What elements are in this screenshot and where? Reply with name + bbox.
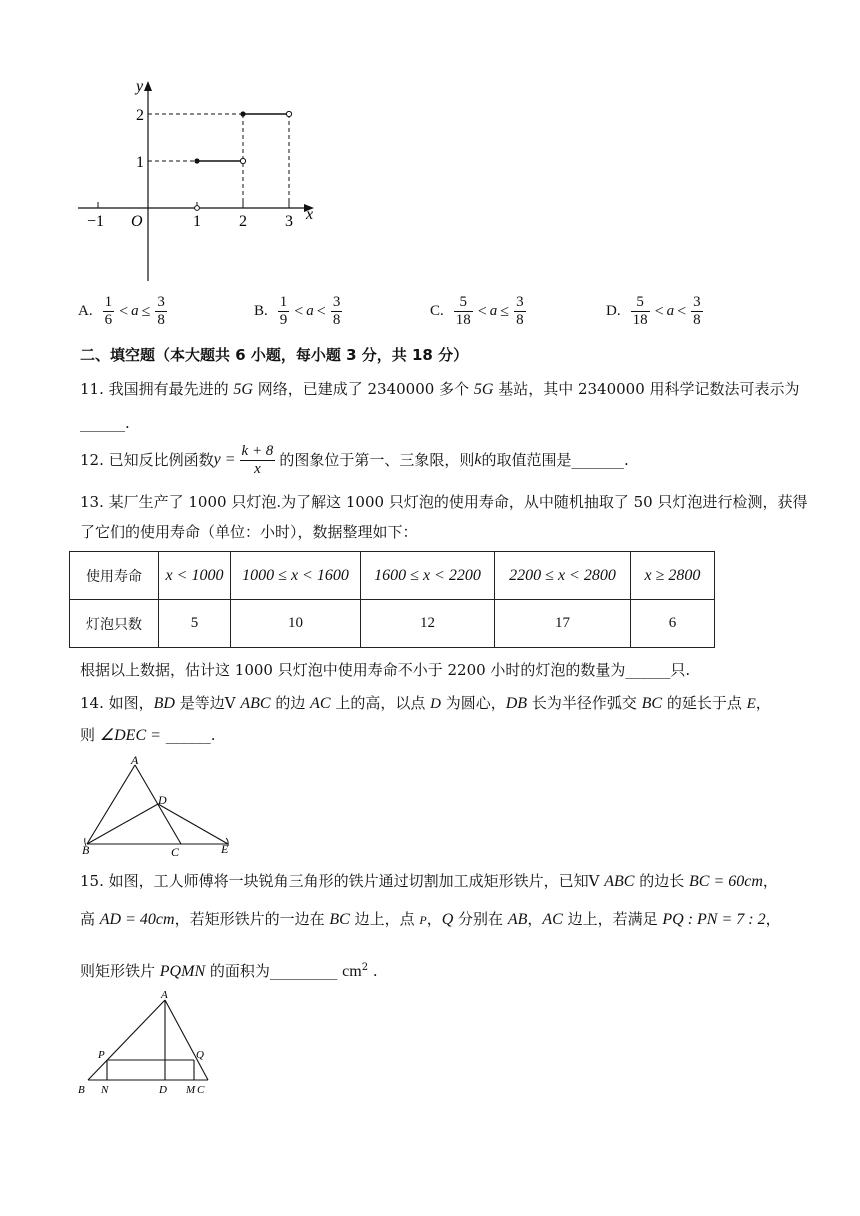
fraction: $\frac{3}{8}$ bbox=[693, 294, 701, 328]
table-cell: 6 bbox=[631, 600, 715, 648]
figure-q15 bbox=[74, 988, 219, 1098]
table-header: 使用寿命 bbox=[70, 552, 159, 600]
question-11: 11. 我国拥有最先进的 5G 网络，已建成了 2340000 多个 5G 基站，其中 2340000 用科学记数法可表示为 bbox=[80, 380, 800, 398]
y-tick-label: 2 bbox=[136, 107, 144, 124]
option-label: B. bbox=[254, 303, 268, 319]
table-cell: 1000 ≤ x < 1600 bbox=[231, 552, 361, 600]
fig-label-q: Q bbox=[196, 1049, 204, 1061]
closed-point-1-1 bbox=[194, 158, 199, 163]
step-function-graph bbox=[70, 75, 330, 285]
open-point-1-0 bbox=[195, 206, 200, 211]
y-axis-label: y bbox=[136, 78, 144, 95]
table-cell: 5 bbox=[159, 600, 231, 648]
fig-label-p: P bbox=[98, 1049, 105, 1061]
x-tick-label: 1 bbox=[193, 213, 201, 230]
question-11-blank: ______. bbox=[80, 414, 130, 432]
lifetime-table bbox=[69, 551, 715, 648]
table-cell: 12 bbox=[361, 600, 495, 648]
x-tick-label: 2 bbox=[239, 213, 247, 230]
question-15-line-3: 则矩形铁片 PQMN 的面积为_________ $cm^2$ . bbox=[80, 962, 378, 980]
fraction: $\frac{3}{8}$ bbox=[516, 294, 524, 328]
fraction: $\frac{k + 8}{x}$ bbox=[241, 442, 274, 477]
question-13-line-1: 13. 某厂生产了 1000 只灯泡.为了解这 1000 只灯泡的使用寿命，从中随机抽取了 50 只灯泡进行检测，获得 bbox=[80, 493, 808, 511]
fig-label-d: D bbox=[159, 1084, 167, 1096]
question-12: 12. 已知反比例函数 y = $\frac{k + 8}{x}$ 的图象位于第一、三象限，则 k 的取值范围是_______. bbox=[80, 442, 629, 477]
option-label: A. bbox=[78, 303, 93, 319]
x-tick-label: −1 bbox=[87, 213, 105, 230]
table-cell: 2200 ≤ x < 2800 bbox=[495, 552, 631, 600]
fraction: $\frac{5}{18}$ bbox=[455, 294, 471, 328]
table-cell: x ≥ 2800 bbox=[631, 552, 715, 600]
table-row bbox=[70, 552, 715, 600]
option-b[interactable]: B. $\frac{1}{9}$ < a < $\frac{3}{8}$ bbox=[254, 294, 341, 328]
question-15-line-1: 15. 如图，工人师傅将一块锐角三角形的铁片通过切割加工成矩形铁片，已知V ABC 的边长 BC = 60cm， bbox=[80, 872, 778, 890]
y-axis-arrow bbox=[144, 81, 152, 91]
figure-q14 bbox=[76, 755, 236, 860]
table-cell: x < 1000 bbox=[159, 552, 231, 600]
option-c[interactable]: C. $\frac{5}{18}$ < a ≤ $\frac{3}{8}$ bbox=[430, 294, 524, 328]
fig-label-e: E bbox=[221, 842, 229, 856]
option-label: C. bbox=[430, 303, 444, 319]
fraction: $\frac{1}{6}$ bbox=[104, 294, 113, 328]
open-point-2-1 bbox=[240, 158, 245, 163]
closed-point-2-2 bbox=[240, 111, 245, 116]
option-a[interactable]: A. $\frac{1}{6}$ < a ≤ $\frac{3}{8}$ bbox=[78, 294, 165, 328]
fraction: $\frac{3}{8}$ bbox=[332, 294, 341, 328]
question-14-line-1: 14. 如图，BD 是等边V ABC 的边 AC 上的高，以点 D 为圆心，DB 长为半径作弧交 BC 的延长于点 E， bbox=[80, 694, 771, 712]
option-label: D. bbox=[606, 303, 621, 319]
origin-label: O bbox=[131, 213, 143, 230]
x-axis-label: x bbox=[306, 206, 314, 223]
table-row bbox=[70, 600, 715, 648]
question-13-line-3: 根据以上数据，估计这 1000 只灯泡中使用寿命不小于 2200 小时的灯泡的数量为______只. bbox=[80, 661, 691, 679]
fig-label-c: C bbox=[171, 845, 180, 859]
option-d[interactable]: D. $\frac{5}{18}$ < a < $\frac{3}{8}$ bbox=[606, 294, 701, 328]
fig-label-m: M bbox=[186, 1084, 196, 1096]
question-14-line-2: 则 ∠DEC = ______. bbox=[80, 726, 216, 744]
question-15-line-2: 高 AD = 40cm，若矩形铁片的一边在 BC 边上，点 P，Q 分别在 AB，AC 边上，若满足 PQ : PN = 7 : 2， bbox=[80, 910, 781, 928]
table-cell: 1600 ≤ x < 2200 bbox=[361, 552, 495, 600]
fig-label-c: C bbox=[197, 1084, 205, 1096]
fig-label-a: A bbox=[161, 989, 168, 1001]
fraction: $\frac{3}{8}$ bbox=[157, 294, 165, 328]
fig-label-b: B bbox=[82, 843, 90, 857]
table-header: 灯泡只数 bbox=[70, 600, 159, 648]
fig-label-b: B bbox=[78, 1084, 85, 1096]
fig-label-a: A bbox=[131, 755, 139, 767]
fig-label-d: D bbox=[158, 793, 167, 807]
table-cell: 17 bbox=[495, 600, 631, 648]
section-title: 二、填空题（本大题共 6 小题，每小题 3 分，共 18 分） bbox=[80, 346, 469, 364]
fraction: $\frac{5}{18}$ bbox=[632, 294, 648, 328]
fraction: $\frac{1}{9}$ bbox=[279, 294, 288, 328]
x-tick-label: 3 bbox=[285, 213, 293, 230]
table-cell: 10 bbox=[231, 600, 361, 648]
open-point-3-2 bbox=[286, 111, 291, 116]
fig-label-n: N bbox=[101, 1084, 109, 1096]
y-tick-label: 1 bbox=[136, 154, 144, 171]
question-13-line-2: 了它们的使用寿命（单位：小时），数据整理如下： bbox=[80, 523, 418, 541]
